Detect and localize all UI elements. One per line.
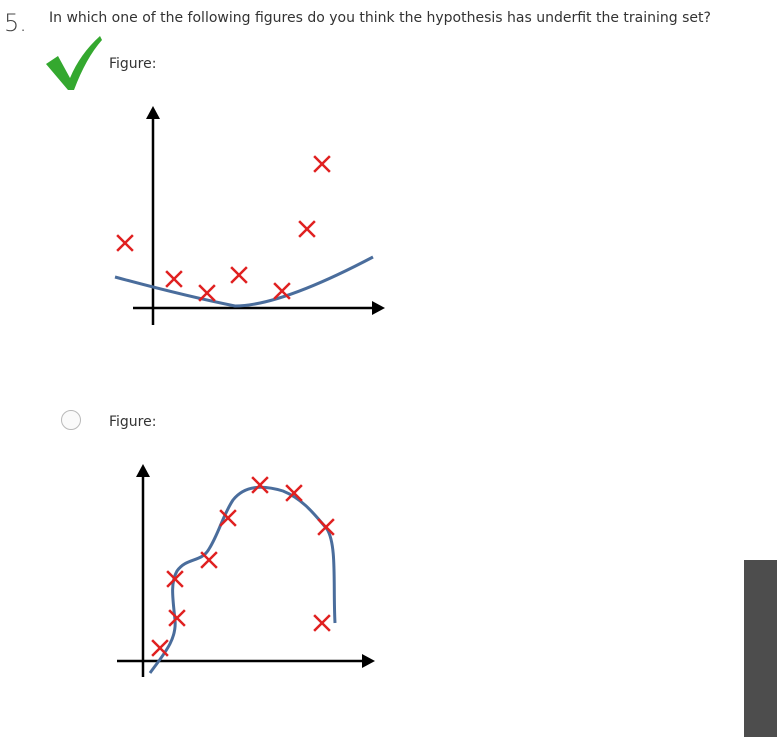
arrow-icon bbox=[136, 464, 150, 477]
arrow-icon bbox=[362, 654, 375, 668]
cross-mark-icon bbox=[319, 520, 333, 534]
figure-overfit bbox=[105, 455, 395, 685]
option-2-label: Figure: bbox=[109, 414, 157, 430]
cross-mark-icon bbox=[253, 478, 267, 492]
arrow-icon bbox=[146, 106, 160, 119]
option-2-radio-button[interactable] bbox=[61, 410, 81, 430]
question-number: 5. bbox=[4, 9, 27, 37]
cross-mark-icon bbox=[300, 222, 314, 236]
cross-mark-icon bbox=[200, 286, 214, 300]
option-1-label: Figure: bbox=[109, 56, 157, 72]
side-panel-tab[interactable] bbox=[744, 560, 777, 737]
cross-mark-icon bbox=[167, 272, 181, 286]
cross-mark-icon bbox=[315, 616, 329, 630]
arrow-icon bbox=[372, 301, 385, 315]
cross-mark-icon bbox=[118, 236, 132, 250]
data-points bbox=[118, 157, 329, 300]
check-mark-icon bbox=[44, 34, 104, 92]
cross-mark-icon bbox=[202, 553, 216, 567]
figure-2-axes bbox=[117, 471, 367, 677]
cross-mark-icon bbox=[315, 157, 329, 171]
cross-mark-icon bbox=[153, 641, 167, 655]
figure-1-axes bbox=[133, 112, 377, 325]
cross-mark-icon bbox=[232, 268, 246, 282]
question-text: In which one of the following figures do you think the hypothesis has underfit the training set? bbox=[49, 10, 711, 26]
cross-mark-icon bbox=[170, 611, 184, 625]
figure-underfit bbox=[105, 100, 395, 330]
